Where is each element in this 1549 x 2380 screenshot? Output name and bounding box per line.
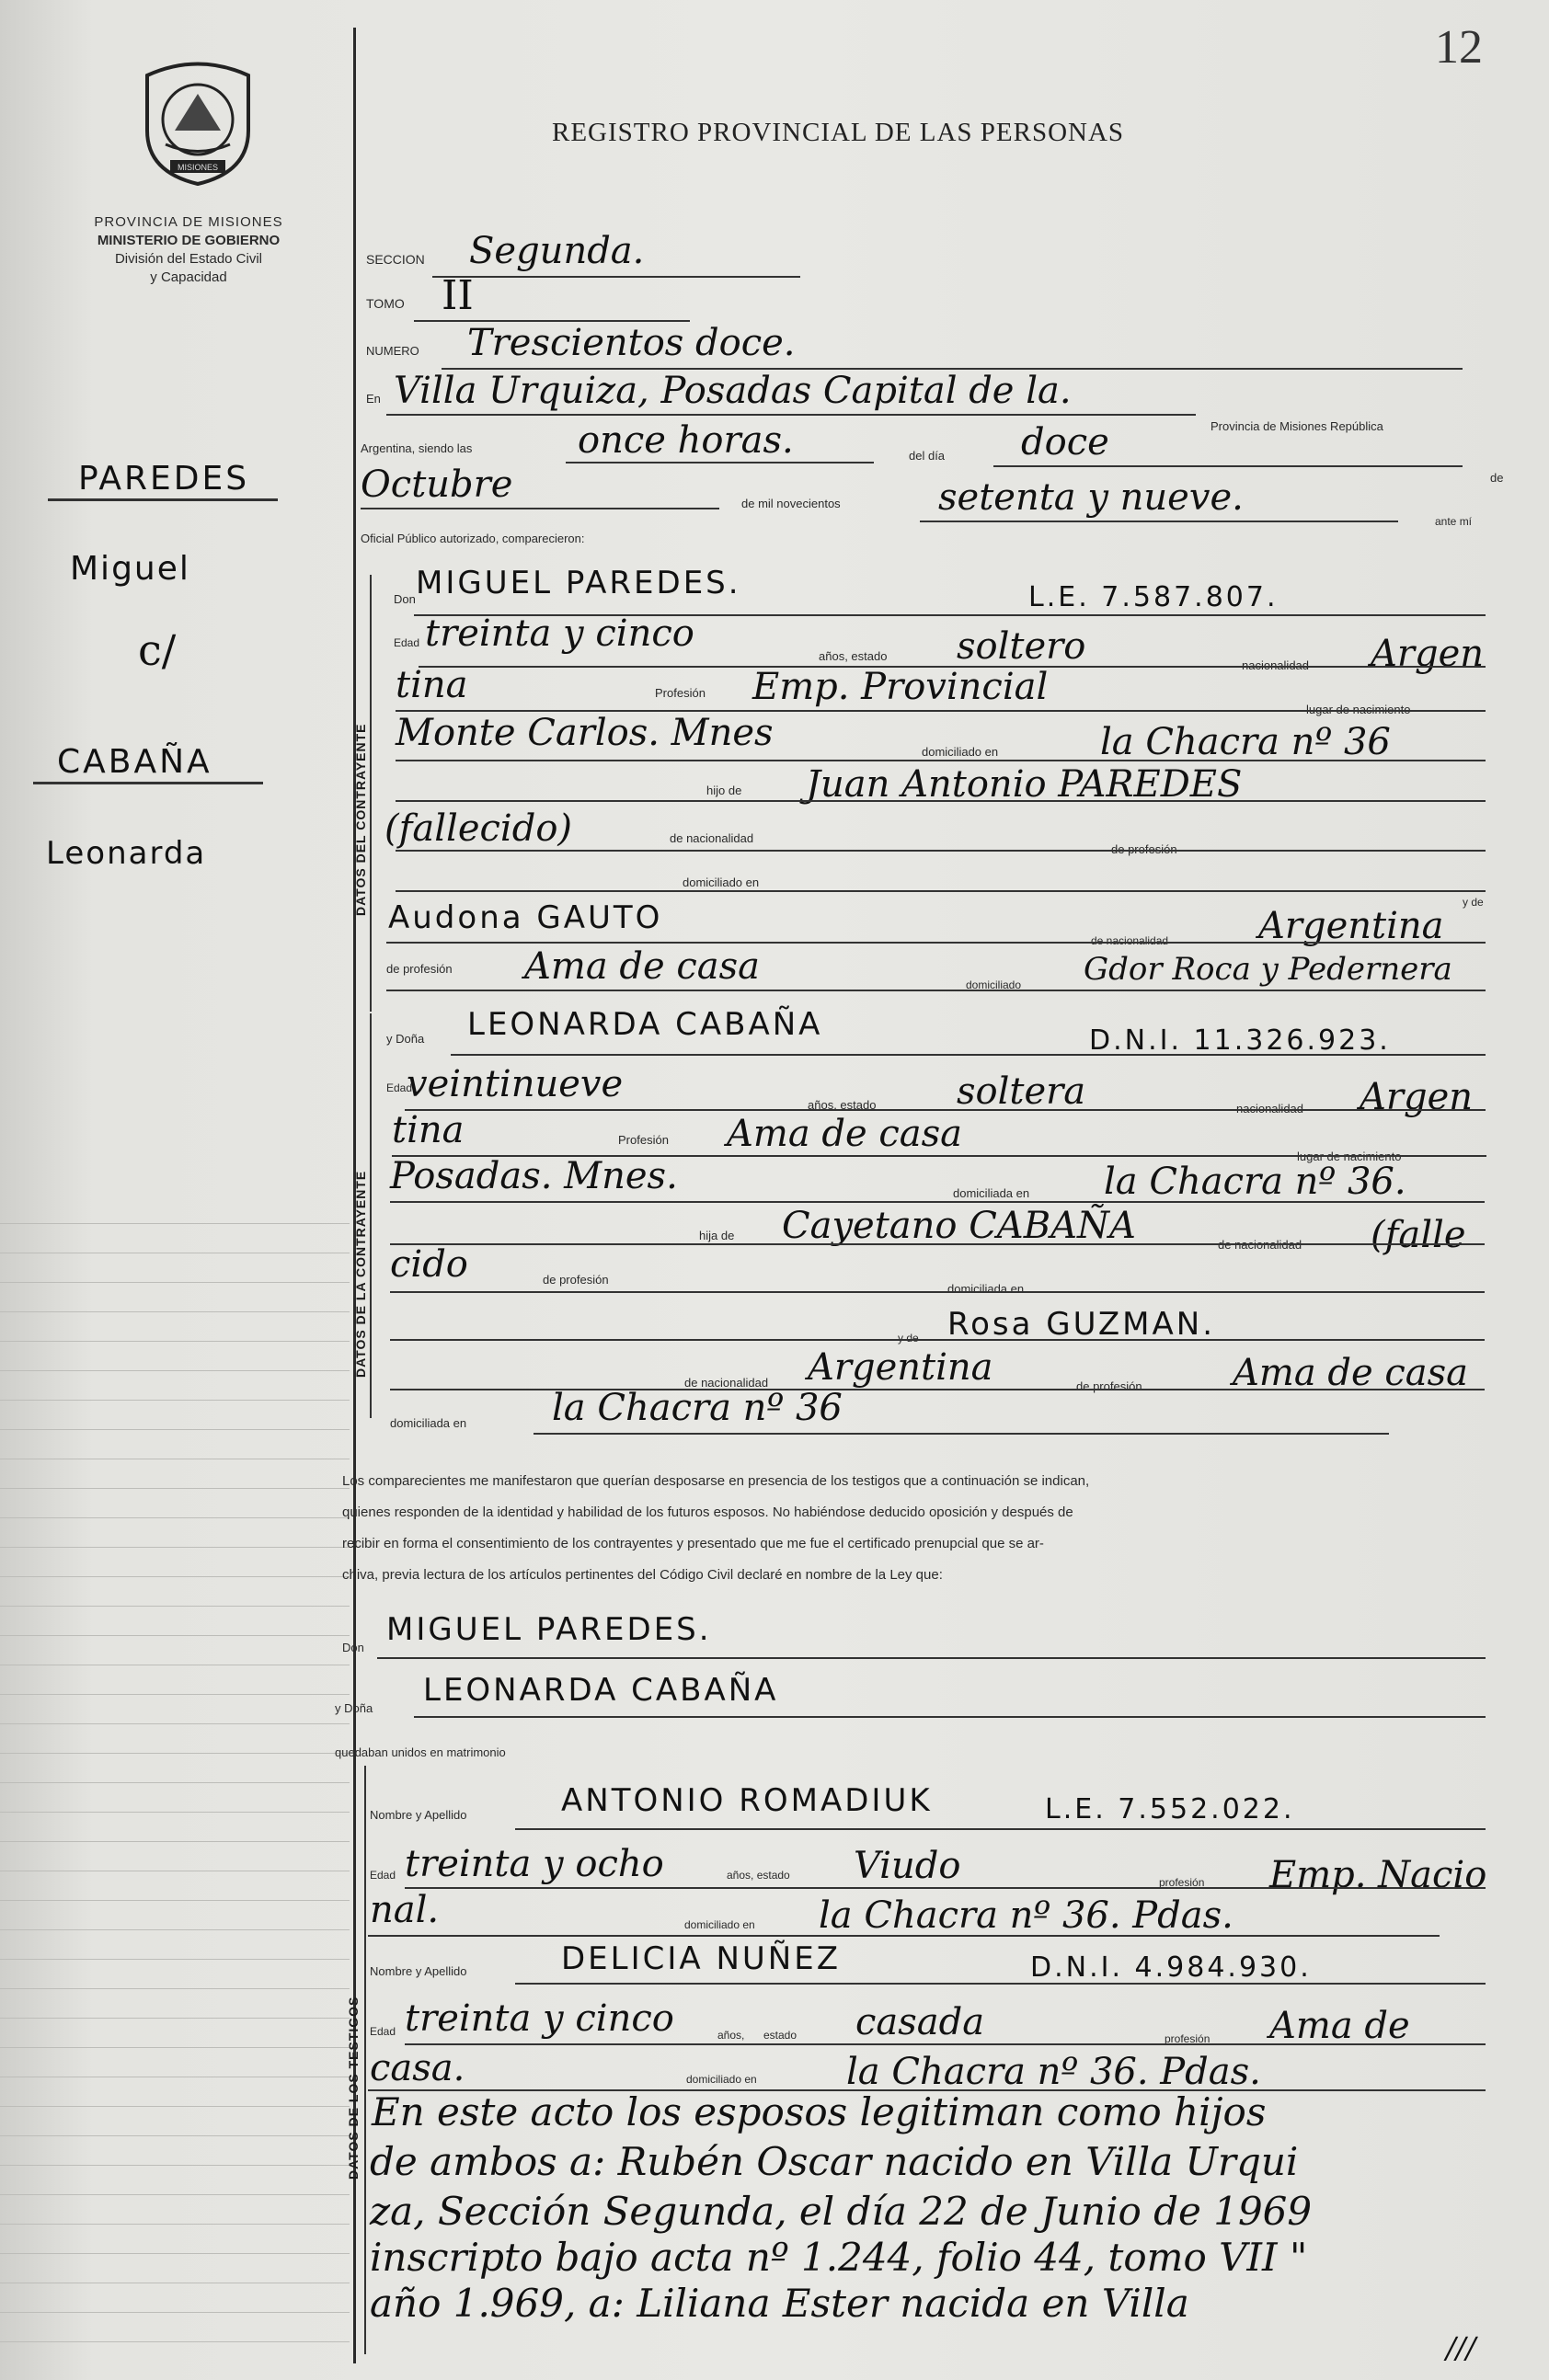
value-testigo1-profesion1: Emp. Nacio [1269, 1854, 1487, 1896]
label-anos-estado-2: años, estado [808, 1098, 877, 1112]
label-de-nacionalidad: de nacionalidad [670, 831, 754, 845]
declaration-paragraph [342, 1466, 1492, 1591]
value-testigo1-domicilio: la Chacra nº 36. Pdas. [819, 1894, 1233, 1937]
value-testigo2-domicilio: la Chacra nº 36. Pdas. [846, 2051, 1261, 2093]
label-anos-t2: años, [717, 2029, 745, 2042]
label-estado-t2: estado [763, 2029, 797, 2042]
label-domiciliado-t2: domiciliado en [686, 2073, 757, 2086]
value-contrayenta-padre-estado1: (falle [1371, 1214, 1466, 1256]
value-contrayenta-lugar-nac: Posadas. Mnes. [390, 1155, 678, 1197]
value-contrayenta-padre-estado2: cido [390, 1243, 468, 1286]
label-dona: y Doña [386, 1032, 425, 1046]
rule-hora [566, 462, 874, 463]
value-contrayente-doc: L.E. 7.587.807. [1028, 581, 1279, 613]
label-hijo-de: hijo de [706, 784, 742, 797]
label-lugar-nacimiento-2: lugar de nacimiento [1297, 1150, 1402, 1163]
margin-conj: c/ [138, 625, 177, 675]
label-anos-estado-t1: años, estado [727, 1869, 790, 1882]
note-line1: En este acto los esposos legitiman como hijos [372, 2089, 1267, 2134]
rule-contrayenta-madre [390, 1339, 1485, 1341]
value-contrayenta-madre-nac: Argentina [808, 1346, 993, 1389]
label-anos-estado: años, estado [819, 649, 888, 663]
office-line3: División del Estado Civil [114, 251, 263, 267]
label-lugar-nacimiento: lugar de nacimiento [1306, 703, 1411, 716]
value-contrayente-padre-estado: (fallecido) [384, 807, 573, 850]
label-oficial: Oficial Público autorizado, comparecieron: [361, 532, 585, 545]
rule-testigo1-domicilio [368, 1935, 1440, 1937]
label-argentina-siendo: Argentina, siendo las [361, 441, 473, 455]
value-contrayente-madre: Audona GAUTO [388, 899, 663, 936]
rule-seccion [432, 276, 800, 278]
label-profesion-2: Profesión [618, 1133, 669, 1147]
side-label-contrayente: DATOS DEL CONTRAYENTE [353, 723, 368, 916]
label-de-nacionalidad-4: de nacionalidad [684, 1376, 769, 1390]
rule-mes [361, 508, 719, 509]
rule-contrayenta-lugar [390, 1201, 1485, 1203]
value-contrayente-nac1: Argen [1371, 633, 1485, 675]
note-line2: de ambos a: Rubén Oscar nacido en Villa Urqui [370, 2139, 1299, 2184]
label-y-de: y de [1463, 896, 1484, 909]
document-title: REGISTRO PROVINCIAL DE LAS PERSONAS [552, 118, 1125, 147]
value-contrayenta-madre-dom: la Chacra nº 36 [552, 1387, 843, 1429]
paragraph-line4: chiva, previa lectura de los artículos pertinentes del Código Civil declaré en nombre de la Ley que: [342, 1567, 943, 1583]
label-don: Don [394, 592, 416, 606]
value-declara-dona: LEONARDA CABAÑA [423, 1672, 779, 1709]
label-quedaban: quedaban unidos en matrimonio [335, 1745, 506, 1759]
rule-anio [920, 521, 1398, 522]
value-anio: setenta y nueve. [938, 476, 1244, 519]
rule-contrayente-padre [396, 800, 1486, 802]
margin-surname1: PAREDES [78, 460, 250, 498]
label-numero: NUMERO [366, 344, 419, 358]
label-don-2: Don [342, 1641, 364, 1654]
rule-madre [386, 942, 1486, 944]
value-lugar: Villa Urquiza, Posadas Capital de la. [394, 370, 1072, 412]
note-line4: inscripto bajo acta nº 1.244, folio 44, tomo VII " [370, 2235, 1308, 2280]
margin-name2: Leonarda [46, 835, 207, 872]
value-testigo1-estado: Viudo [854, 1845, 961, 1887]
label-del-dia: del día [909, 449, 946, 463]
left-margin-ruling [0, 0, 350, 2380]
bracket-contrayenta [370, 1013, 408, 1418]
label-hija-de: hija de [699, 1229, 735, 1242]
label-edad-2: Edad [386, 1081, 413, 1094]
value-dia: doce [1021, 421, 1109, 463]
label-nacionalidad: nacionalidad [1242, 658, 1310, 672]
rule-padre-domicilio [396, 890, 1486, 892]
paragraph-line1: Los comparecientes me manifestaron que querían desposarse en presencia de los testigos que a continuación se indican, [342, 1473, 1090, 1489]
note-line5: año 1.969, a: Liliana Ester nacida en Villa [370, 2281, 1189, 2326]
label-domiciliada-en-3: domiciliada en [390, 1416, 467, 1430]
value-contrayenta-nombre: LEONARDA CABAÑA [467, 1006, 823, 1043]
value-contrayenta-madre: Rosa GUZMAN. [947, 1306, 1216, 1343]
value-contrayente-domicilio: la Chacra nº 36 [1100, 721, 1391, 763]
label-de-profesion-2: de profesión [386, 962, 453, 976]
label-ante-mi: ante mí [1435, 515, 1473, 528]
value-testigo2-estado: casada [855, 2001, 985, 2043]
label-de-mil: de mil novecientos [741, 497, 841, 510]
value-contrayente-nac2: tina [396, 664, 468, 706]
label-de-profesion-4: de profesión [1076, 1379, 1142, 1393]
value-testigo2-edad: treinta y cinco [405, 1997, 674, 2040]
rule-testigo2-edad [405, 2043, 1486, 2045]
label-tomo: TOMO [366, 296, 405, 311]
rule-madre-prof [386, 990, 1486, 991]
value-numero: Trescientos doce. [467, 322, 796, 364]
value-contrayenta-domicilio: la Chacra nº 36. [1104, 1161, 1406, 1203]
value-testigo2-nombre: DELICIA NUÑEZ [561, 1940, 841, 1977]
value-contrayenta-nac2: tina [392, 1109, 465, 1151]
label-y-de-2: y de [898, 1332, 919, 1344]
value-mes: Octubre [361, 463, 513, 506]
label-profesion: Profesión [655, 686, 706, 700]
seal-caption: MISIONES [177, 163, 219, 172]
margin-name1: Miguel [70, 550, 190, 588]
label-edad-t2: Edad [370, 2025, 396, 2038]
value-testigo2-profesion2: casa. [370, 2047, 465, 2089]
rule-madre-dom-2 [534, 1433, 1389, 1435]
label-de-profesion-3: de profesión [543, 1273, 609, 1287]
label-domiciliada-en-2: domiciliada en [947, 1282, 1025, 1296]
value-contrayente-lugar-nac: Monte Carlos. Mnes [396, 712, 774, 754]
label-de-nacionalidad-2: de nacionalidad [1091, 934, 1169, 947]
label-nombre-apellido-2: Nombre y Apellido [370, 1964, 467, 1978]
value-contrayente-madre-nac: Argentina [1258, 905, 1444, 947]
value-contrayenta-profesion: Ama de casa [727, 1113, 962, 1155]
label-provincia-republica: Provincia de Misiones República [1211, 419, 1383, 433]
rule-contrayenta-edad [405, 1109, 1486, 1111]
value-testigo1-nombre: ANTONIO ROMADIUK [561, 1782, 933, 1819]
margin-surname2: CABAÑA [57, 743, 212, 781]
value-contrayenta-padre: Cayetano CABAÑA [782, 1205, 1136, 1247]
office-line1: PROVINCIA DE MISIONES [94, 214, 283, 230]
rule-padre-estado-2 [390, 1291, 1485, 1293]
label-domiciliado-en: domiciliado en [922, 745, 999, 759]
rule-padre-estado [396, 850, 1486, 852]
office-heading [37, 213, 340, 287]
rule-declara-dona [414, 1716, 1486, 1718]
value-contrayente-edad: treinta y cinco [425, 612, 694, 655]
label-seccion: SECCION [366, 252, 425, 267]
margin-underline1 [48, 498, 278, 501]
label-profesion-t2: profesión [1165, 2032, 1211, 2045]
label-de-nacionalidad-3: de nacionalidad [1218, 1238, 1302, 1252]
label-edad: Edad [394, 636, 420, 649]
label-edad-t1: Edad [370, 1869, 396, 1882]
label-profesion-t1: profesión [1159, 1876, 1205, 1889]
rule-declara-don [377, 1657, 1486, 1659]
rule-contrayenta-nombre [451, 1054, 1486, 1056]
value-declara-don: MIGUEL PAREDES. [386, 1611, 712, 1648]
value-contrayente-profesion: Emp. Provincial [752, 666, 1049, 708]
label-de-profesion: de profesión [1111, 842, 1177, 856]
value-contrayenta-estado: soltera [957, 1070, 1086, 1113]
value-testigo1-doc: L.E. 7.552.022. [1045, 1793, 1295, 1825]
value-testigo2-doc: D.N.I. 4.984.930. [1030, 1951, 1312, 1984]
value-contrayenta-edad: veintinueve [407, 1063, 624, 1105]
value-contrayente-padre: Juan Antonio PAREDES [806, 763, 1243, 806]
value-hora: once horas. [578, 419, 794, 462]
value-contrayente-madre-prof: Ama de casa [524, 945, 760, 988]
value-contrayente-nombre: MIGUEL PAREDES. [416, 565, 741, 601]
end-mark: /// [1446, 2330, 1476, 2365]
label-nacionalidad-2: nacionalidad [1236, 1102, 1304, 1116]
rule-contrayenta-padre [390, 1243, 1485, 1245]
value-contrayenta-madre-prof: Ama de casa [1233, 1352, 1468, 1394]
rule-testigo1-nombre [515, 1828, 1486, 1830]
value-contrayente-madre-dom: Gdor Roca y Pedernera [1084, 951, 1452, 988]
label-domiciliado: domiciliado [966, 978, 1022, 991]
rule-testigo2-nombre [515, 1983, 1486, 1985]
province-seal [138, 57, 258, 186]
label-domiciliado-en-2: domiciliado en [683, 875, 760, 889]
side-label-testigos: DATOS DE LOS TESTIGOS [346, 1996, 361, 2180]
rule-testigo1-edad [405, 1887, 1486, 1889]
label-nombre-apellido-1: Nombre y Apellido [370, 1808, 467, 1822]
label-dona-2: y Doña [335, 1701, 373, 1715]
value-contrayenta-nac1: Argen [1360, 1076, 1474, 1118]
value-testigo1-profesion2: nal. [370, 1889, 440, 1931]
value-tomo: II [442, 272, 474, 319]
rule-contrayente-lugar [396, 760, 1486, 761]
value-contrayenta-doc: D.N.I. 11.326.923. [1089, 1024, 1391, 1057]
value-contrayente-estado: soltero [957, 625, 1086, 668]
note-line3: za, Sección Segunda, el día 22 de Junio de 1969 [370, 2189, 1313, 2234]
label-de: de [1490, 471, 1504, 485]
rule-dia [993, 465, 1463, 467]
paragraph-line2: quienes responden de la identidad y habilidad de los futuros esposos. No habiéndose deducido oposición y después de [342, 1505, 1073, 1520]
label-domiciliado-t1: domiciliado en [684, 1918, 755, 1931]
value-testigo1-edad: treinta y ocho [405, 1843, 664, 1885]
value-seccion: Segunda. [469, 230, 645, 272]
value-testigo2-profesion1: Ama de [1269, 2005, 1410, 2047]
office-line4: y Capacidad [150, 269, 227, 285]
office-line2: MINISTERIO DE GOBIERNO [97, 233, 281, 248]
paragraph-line3: recibir en forma el consentimiento de los contrayentes y presentado que me fue el certificado prenupcial que se ar- [342, 1536, 1044, 1551]
rule-lugar [386, 414, 1196, 416]
label-domiciliada-en: domiciliada en [953, 1186, 1030, 1200]
side-label-contrayenta: DATOS DE LA CONTRAYENTE [353, 1170, 368, 1378]
page-number: 12 [1435, 21, 1483, 74]
margin-underline2 [33, 782, 263, 784]
label-en: En [366, 392, 381, 406]
